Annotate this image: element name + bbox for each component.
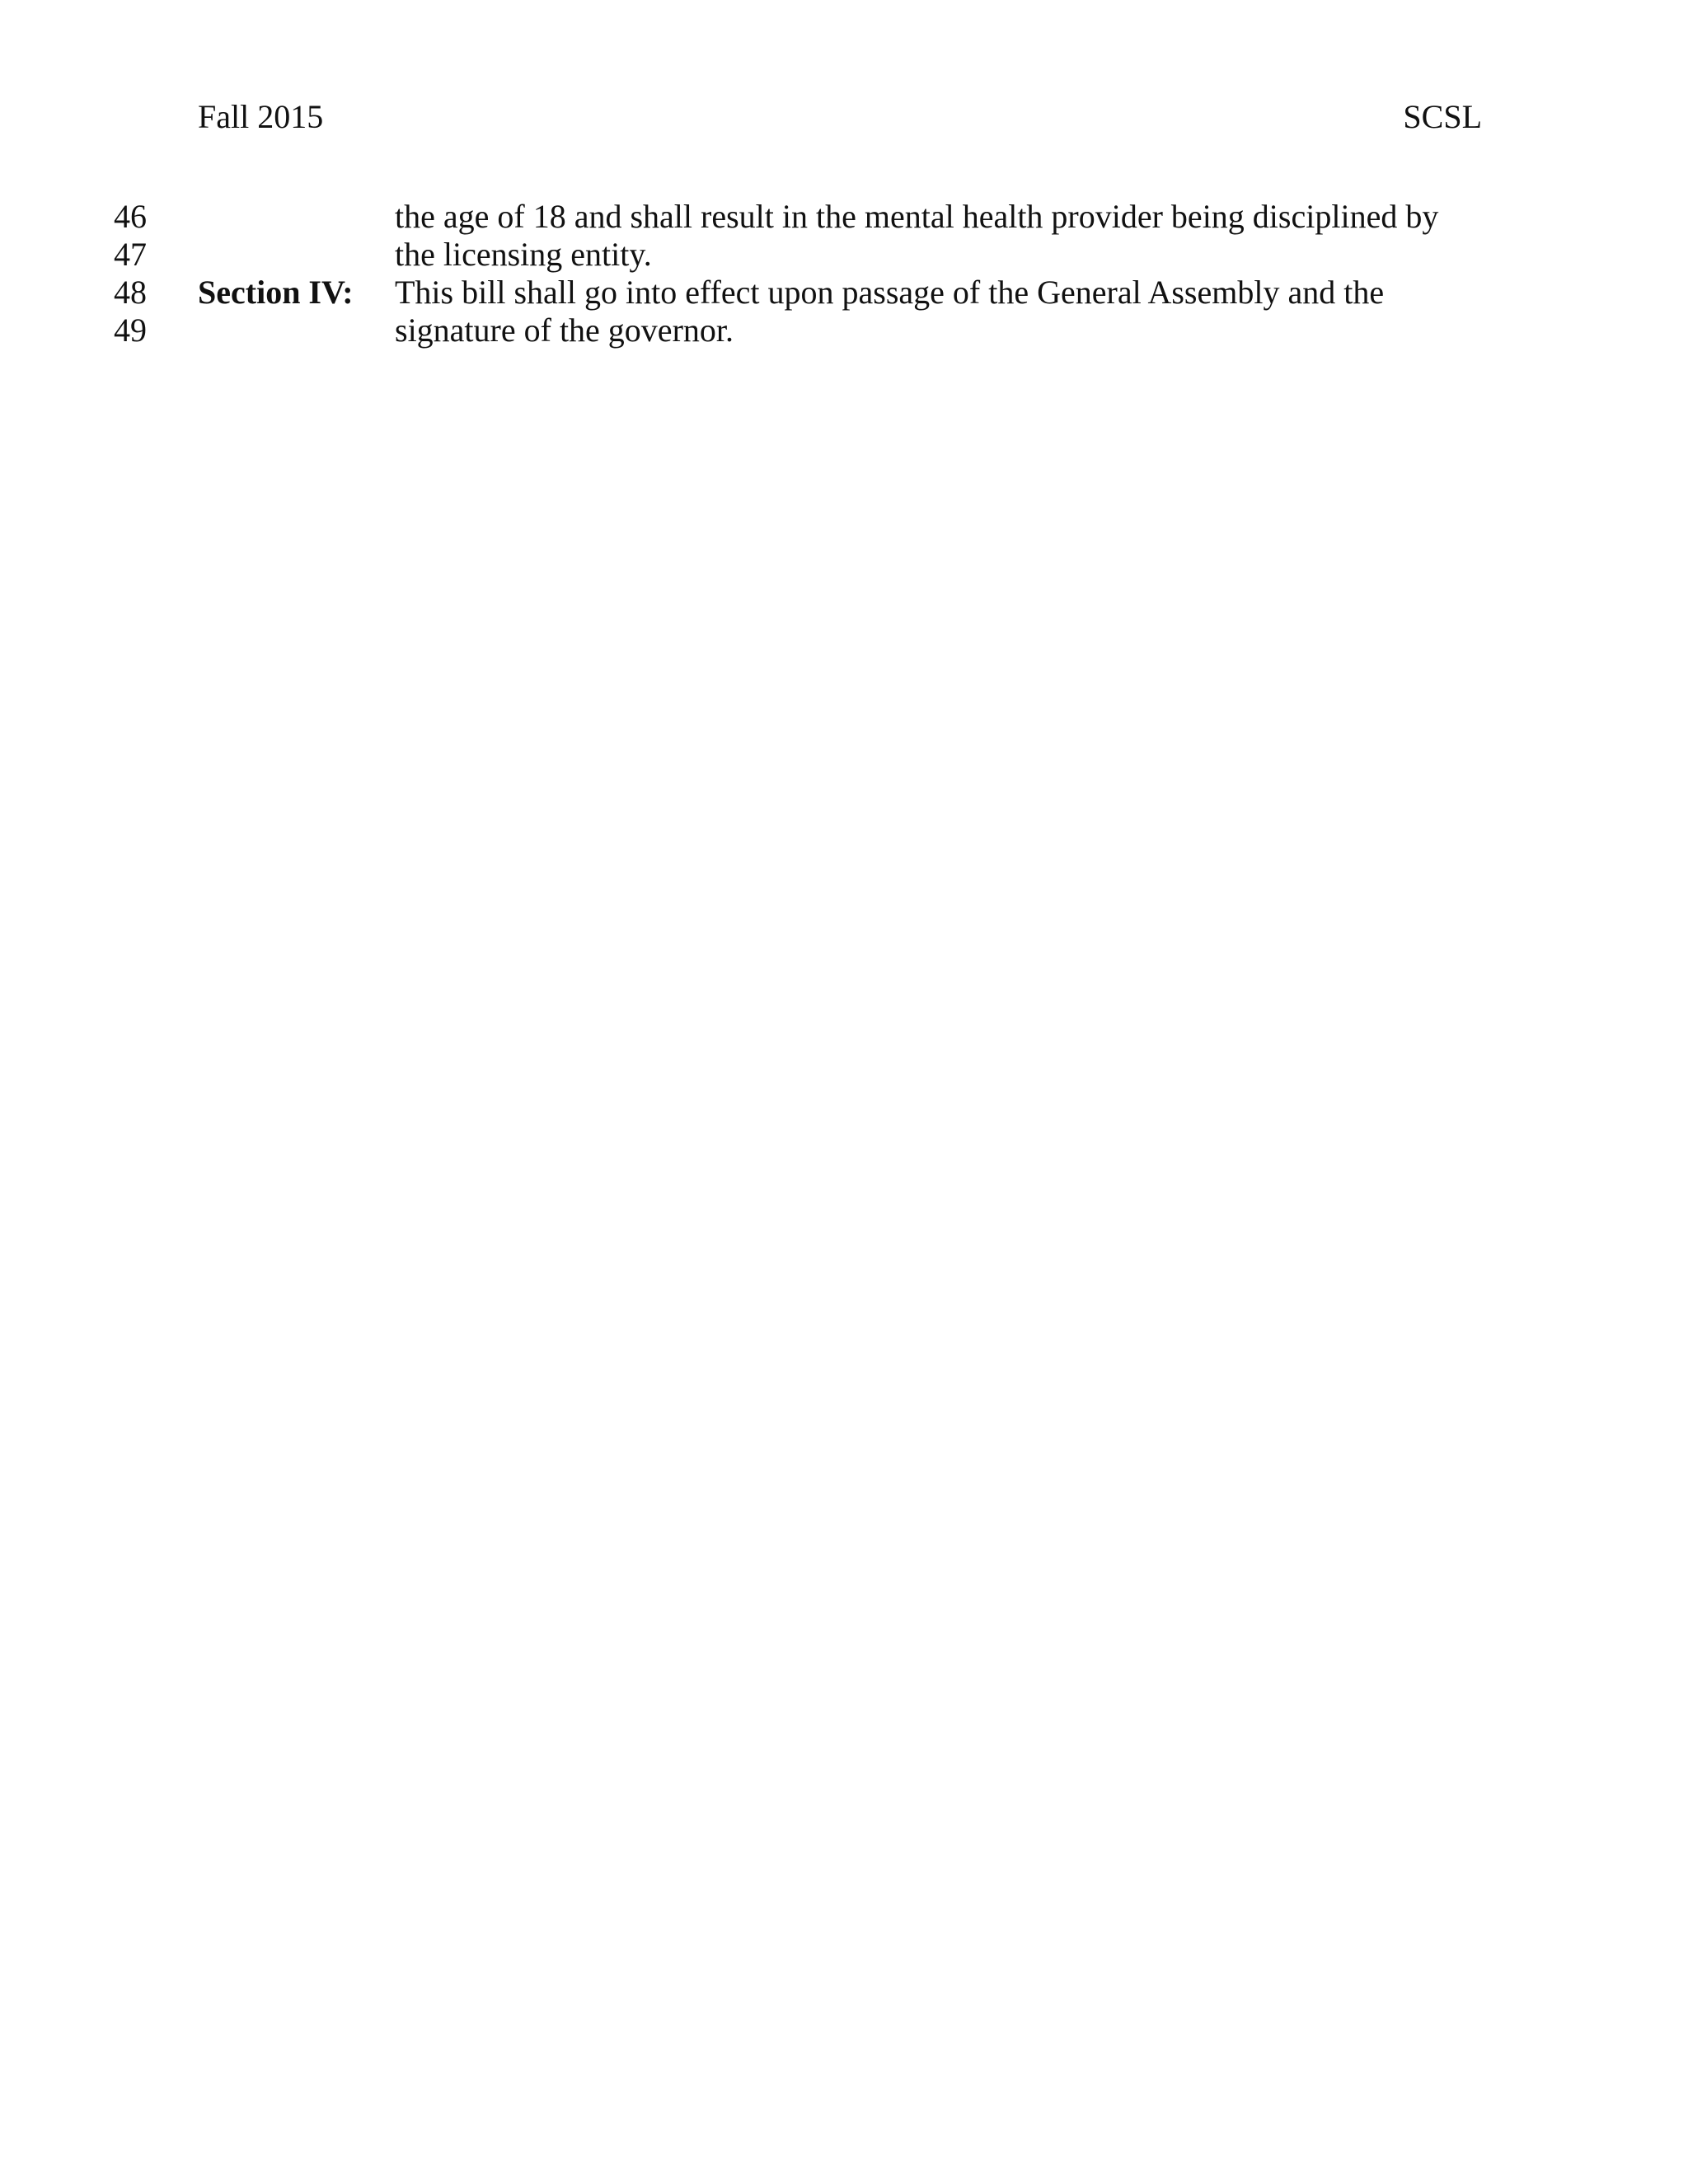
line-text: This bill shall go into effect upon passage of the General Assembly and the [395, 274, 1385, 311]
text-line [0, 236, 1688, 274]
bill-text [0, 198, 1688, 349]
line-number: 46 [114, 198, 147, 235]
header-term: Fall 2015 [198, 98, 324, 135]
section-label: Section IV: [198, 274, 354, 311]
line-number: 47 [114, 236, 147, 273]
line-text: signature of the governor. [395, 312, 734, 349]
text-line [0, 274, 1688, 312]
line-number: 48 [114, 274, 147, 311]
text-line [0, 312, 1688, 349]
line-text: the licensing entity. [395, 236, 652, 273]
line-text: the age of 18 and shall result in the mental health provider being disciplined by [395, 198, 1439, 235]
text-line [0, 198, 1688, 236]
header-organization: SCSL [1403, 98, 1482, 135]
line-number: 49 [114, 312, 147, 349]
